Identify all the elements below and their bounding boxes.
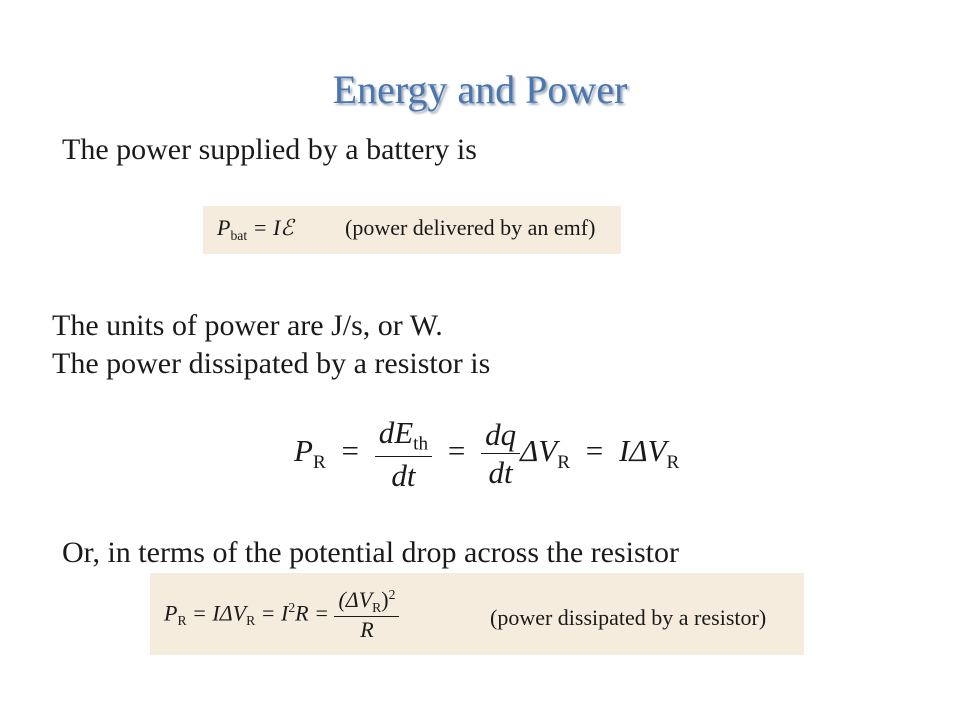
units-text: The units of power are J/s, or W. xyxy=(52,309,443,342)
resistor-eq-tail-sub: R xyxy=(666,451,680,473)
potential-drop-intro-text: Or, in terms of the potential drop across the resistor xyxy=(62,536,679,569)
resistor-eq-equals-1: = xyxy=(341,433,359,469)
battery-eq-lhs: P xyxy=(217,215,231,240)
slide-title: Energy and Power xyxy=(332,67,628,112)
battery-eq-rhs: = Iℰ xyxy=(252,215,294,240)
resistor-intro-text: The power dissipated by a resistor is xyxy=(52,347,491,380)
resistor-eq-delta-v: ΔV xyxy=(520,433,558,469)
battery-eq-lhs-sub: bat xyxy=(230,227,248,243)
resistor-eq-equals-3: = xyxy=(585,433,604,469)
alt-eq-frac-num: (ΔV xyxy=(338,587,373,613)
alt-eq-frac-num-sup: 2 xyxy=(388,587,396,602)
resistor-eq-equals-2: = xyxy=(447,433,466,469)
battery-equation-note: (power delivered by an emf) xyxy=(345,215,596,240)
resistor-eq-frac1-num-sub: th xyxy=(413,433,429,455)
resistor-eq-tail: IΔV xyxy=(619,433,667,469)
resistor-alt-equation-box xyxy=(150,573,804,655)
alt-eq-part2-tail: R = xyxy=(295,600,329,626)
battery-equation-box xyxy=(203,206,621,254)
resistor-eq-lhs-sub: R xyxy=(312,451,326,473)
alt-eq-part2: = I xyxy=(260,600,289,626)
alt-eq-lhs: P xyxy=(164,600,178,626)
alt-eq-part1-sub: R xyxy=(246,613,256,629)
alt-eq-frac-num-close: ) xyxy=(381,587,389,613)
resistor-eq-lhs: P xyxy=(294,433,313,469)
resistor-eq-delta-v-sub: R xyxy=(557,451,571,473)
resistor-eq-frac1-den: dt xyxy=(391,457,416,493)
resistor-alt-equation xyxy=(164,587,399,644)
alt-eq-fraction xyxy=(334,587,399,644)
alt-eq-lhs-sub: R xyxy=(177,613,187,629)
resistor-eq-frac2-num: dq xyxy=(485,417,517,453)
alt-eq-part1: = IΔV xyxy=(192,600,247,626)
resistor-equation xyxy=(294,414,679,494)
resistor-eq-fraction-energy xyxy=(375,414,432,494)
resistor-eq-fraction-charge xyxy=(481,416,520,491)
alt-eq-frac-num-sub: R xyxy=(372,599,382,615)
resistor-eq-frac1-num: dE xyxy=(378,415,414,450)
battery-intro-text: The power supplied by a battery is xyxy=(62,133,477,166)
alt-eq-frac-den: R xyxy=(360,617,374,643)
alt-eq-part2-sup: 2 xyxy=(288,600,296,616)
battery-equation xyxy=(217,215,294,244)
resistor-eq-frac2-den: dt xyxy=(488,455,513,491)
resistor-alt-equation-note: (power dissipated by a resistor) xyxy=(490,605,767,630)
